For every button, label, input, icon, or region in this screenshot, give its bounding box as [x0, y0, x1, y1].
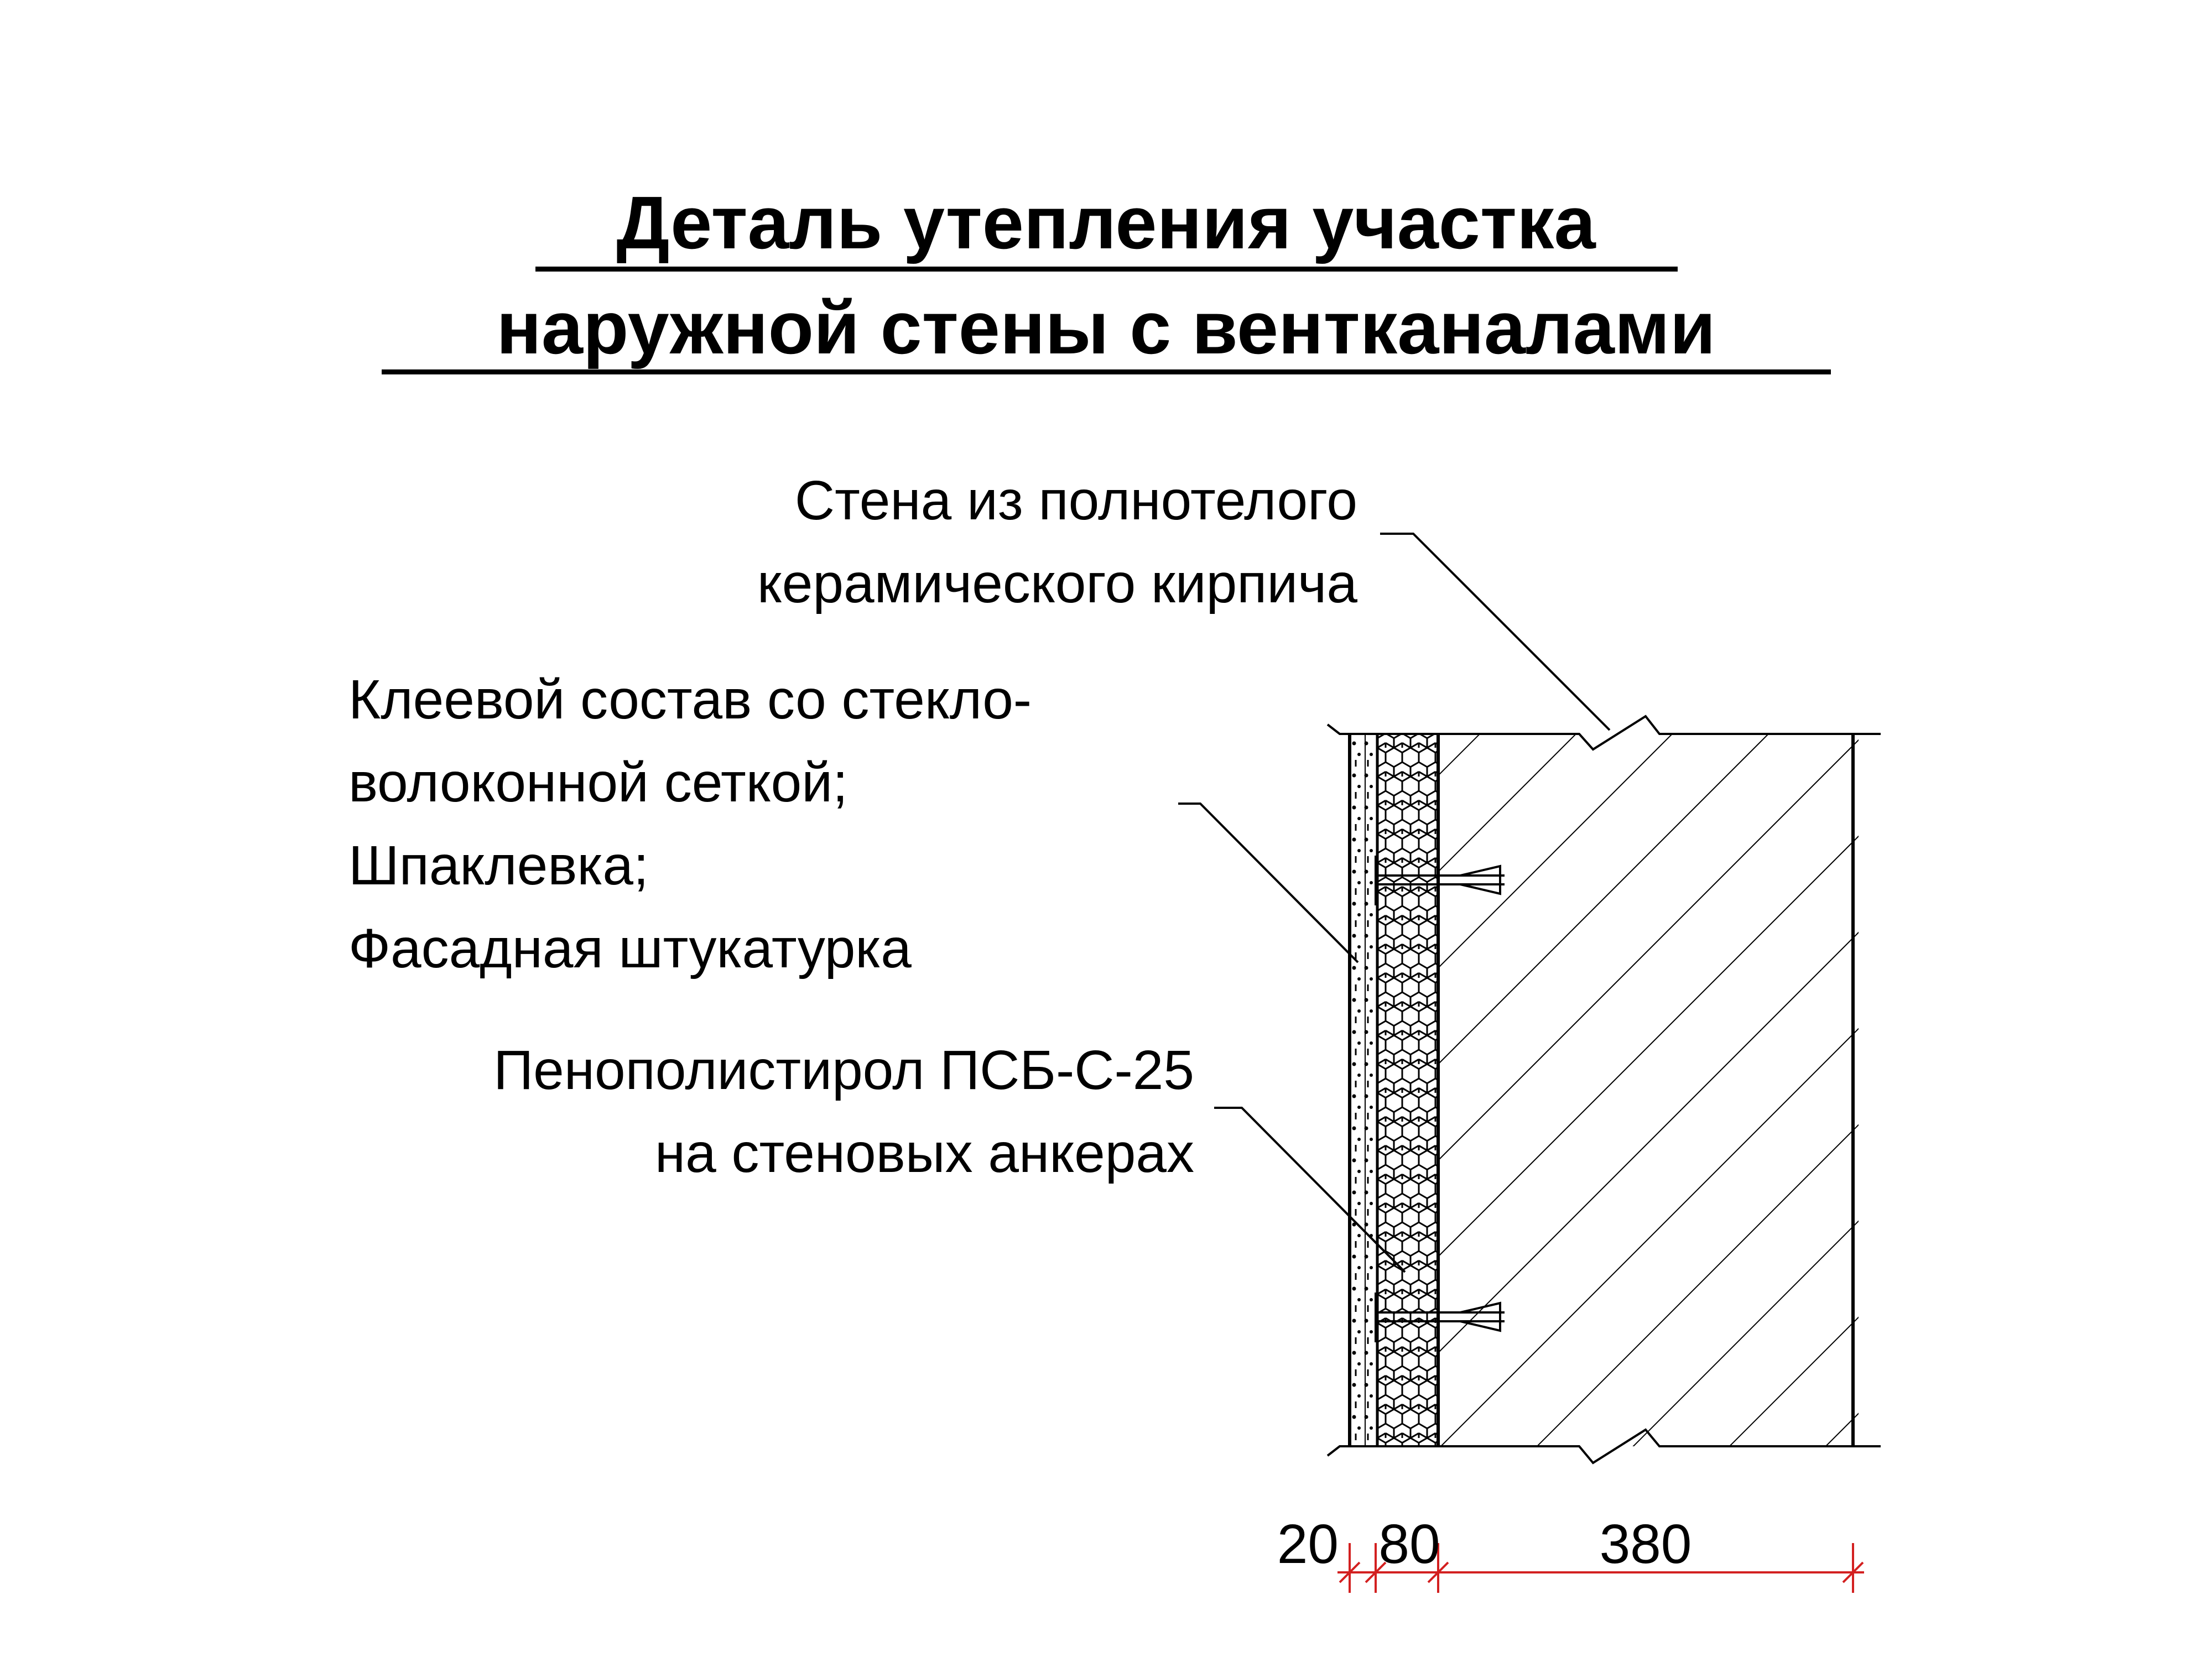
title-line-2: наружной стены с вентканалами — [496, 286, 1716, 369]
insulation-label: Пенополистирол ПСБ-С-25 на стеновых анкерах — [493, 1039, 1194, 1184]
brick-wall-label: Стена из полнотелого керамического кирпича — [757, 470, 1357, 614]
finish-layers-label: Клеевой состав со стекло- волоконной сеткой; Шпаклевка; Фасадная штукатурка — [348, 669, 1032, 979]
plaster-layer — [1350, 734, 1376, 1446]
dimension-labels — [1277, 1513, 1692, 1575]
leader-finish — [1178, 804, 1358, 962]
dimension-80: 80 — [1378, 1513, 1440, 1575]
title-underline-2 — [382, 369, 1831, 374]
brick-wall — [1438, 734, 1859, 1446]
dimension-20: 20 — [1277, 1513, 1339, 1575]
title-line-1: Деталь утепления участка — [616, 181, 1596, 264]
title-underline-1 — [535, 267, 1678, 272]
leader-brick-wall — [1380, 534, 1610, 730]
dimension-380: 380 — [1599, 1513, 1692, 1575]
insulation-layer — [1377, 734, 1438, 1446]
